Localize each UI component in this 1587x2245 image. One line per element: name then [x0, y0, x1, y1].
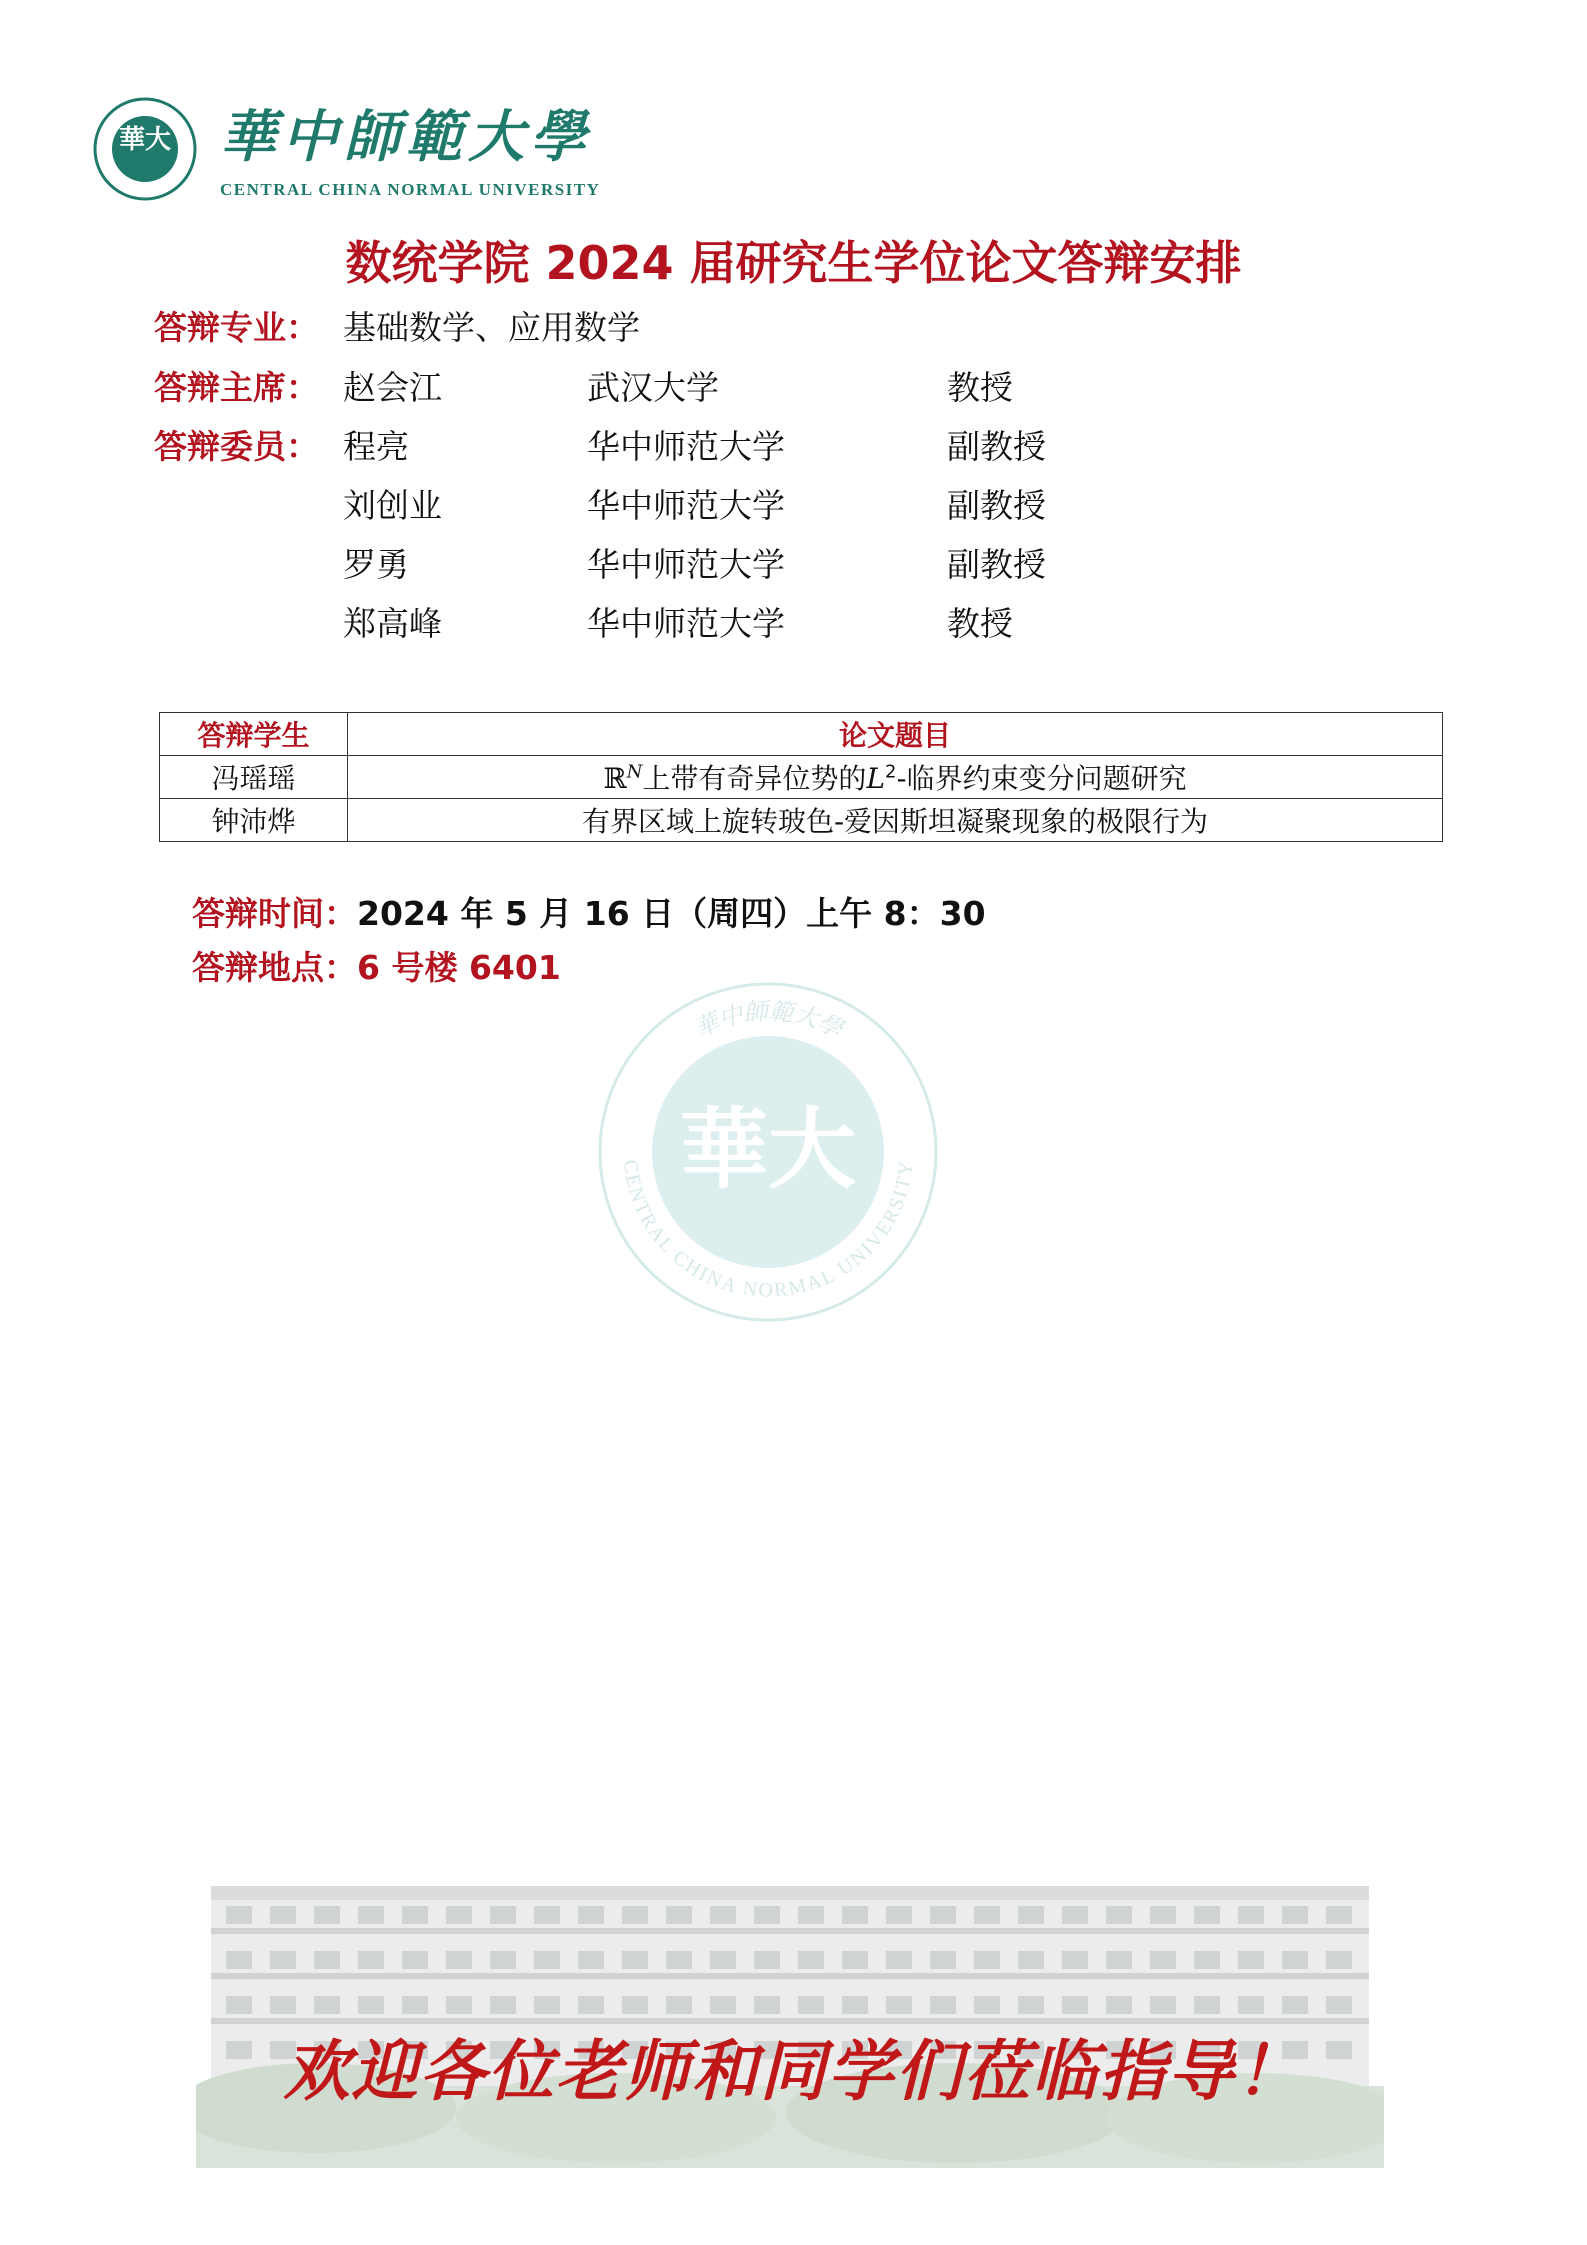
student-name: 钟沛烨	[160, 799, 348, 842]
thesis-title-text: -临界约束变分问题研究	[896, 762, 1187, 795]
time-label: 答辩时间：	[192, 894, 357, 933]
banner-window	[1326, 1951, 1352, 1969]
thesis-title	[348, 756, 1443, 799]
banner-window	[622, 1951, 648, 1969]
defense-place	[192, 946, 561, 990]
banner-window	[930, 1906, 956, 1924]
banner-window	[578, 1951, 604, 1969]
seal-text-cn: 華中師範大學	[690, 997, 847, 1044]
banner-window	[754, 1951, 780, 1969]
specialty-value: 基础数学、应用数学	[343, 308, 640, 347]
banner-window	[490, 1996, 516, 2014]
banner-window	[886, 1906, 912, 1924]
banner-window	[1150, 1996, 1176, 2014]
banner-window	[886, 1951, 912, 1969]
math-superscript: 2	[885, 761, 897, 783]
committee-member-name: 郑高峰	[343, 604, 442, 643]
banner-window	[446, 1906, 472, 1924]
banner-window	[1150, 1951, 1176, 1969]
banner-window	[578, 1996, 604, 2014]
banner-window	[1018, 1951, 1044, 1969]
banner-window	[402, 1951, 428, 1969]
committee-member-name: 程亮	[343, 427, 409, 466]
banner-window	[1106, 1951, 1132, 1969]
committee-member-affiliation: 华中师范大学	[587, 545, 785, 584]
banner-window	[710, 1951, 736, 1969]
banner-window	[974, 1906, 1000, 1924]
banner-window	[534, 1906, 560, 1924]
defense-time	[192, 892, 986, 936]
banner-window	[930, 1996, 956, 2014]
banner-window	[314, 1996, 340, 2014]
banner-window	[402, 1906, 428, 1924]
committee-member-name: 刘创业	[343, 486, 442, 525]
committee-member-title: 副教授	[947, 427, 1046, 466]
math-symbol: L	[866, 762, 886, 795]
banner-window	[446, 1996, 472, 2014]
banner-window	[1062, 1996, 1088, 2014]
banner-window	[798, 1906, 824, 1924]
place-value: 6 号楼 6401	[357, 948, 561, 987]
banner-window	[578, 1906, 604, 1924]
committee-member-affiliation: 华中师范大学	[587, 604, 785, 643]
banner-window	[1194, 1996, 1220, 2014]
banner-window	[1238, 1996, 1264, 2014]
math-superscript: N	[626, 761, 643, 783]
table-header-row	[160, 713, 1443, 756]
banner-window	[534, 1996, 560, 2014]
thesis-title: 有界区域上旋转玻色-爱因斯坦凝聚现象的极限行为	[348, 799, 1443, 842]
seal-text-en: CENTRAL CHINA NORMAL UNIVERSITY	[619, 1158, 918, 1302]
banner-window	[754, 1906, 780, 1924]
banner-window	[710, 1906, 736, 1924]
banner-window	[622, 1996, 648, 2014]
banner-window	[1282, 1906, 1308, 1924]
committee-member-name: 罗勇	[343, 545, 409, 584]
banner-window	[1106, 1906, 1132, 1924]
committee-member-title: 副教授	[947, 545, 1046, 584]
banner-window	[314, 1906, 340, 1924]
thesis-title-text: 上带有奇异位势的	[642, 762, 867, 795]
banner-window	[314, 1951, 340, 1969]
logo-seal-text: 華大	[118, 125, 172, 155]
banner-window	[358, 1951, 384, 1969]
banner-window	[270, 1951, 296, 1969]
banner-window	[358, 1906, 384, 1924]
banner-window	[534, 1951, 560, 1969]
banner-window	[710, 1996, 736, 2014]
banner-window	[490, 1951, 516, 1969]
banner-window	[754, 1996, 780, 2014]
banner-window	[1194, 1951, 1220, 1969]
banner-window	[842, 1906, 868, 1924]
banner-window	[798, 1996, 824, 2014]
banner-window	[1150, 1906, 1176, 1924]
header-thesis-title: 论文题目	[348, 713, 1443, 756]
committee-label: 答辩委员：	[154, 427, 319, 466]
chair-name: 赵会江	[343, 368, 442, 407]
banner-window	[270, 1906, 296, 1924]
header-student: 答辩学生	[160, 713, 348, 756]
chair-title: 教授	[947, 368, 1013, 407]
banner-window	[974, 1951, 1000, 1969]
committee-member-affiliation: 华中师范大学	[587, 427, 785, 466]
university-logo-icon	[92, 96, 198, 202]
banner-window	[974, 1996, 1000, 2014]
banner-window	[666, 1996, 692, 2014]
banner-window	[1238, 1951, 1264, 1969]
banner-window	[226, 1996, 252, 2014]
banner-window	[886, 1996, 912, 2014]
banner-window	[490, 1906, 516, 1924]
banner-window	[1282, 1951, 1308, 1969]
banner-window	[446, 1951, 472, 1969]
banner-window	[1282, 1996, 1308, 2014]
banner-window	[842, 1996, 868, 2014]
banner-window	[1062, 1906, 1088, 1924]
table-row	[160, 799, 1443, 842]
banner-window	[270, 1996, 296, 2014]
banner-window	[1326, 1996, 1352, 2014]
committee-member-affiliation: 华中师范大学	[587, 486, 785, 525]
banner-window	[842, 1951, 868, 1969]
seal-center-text: 華大	[679, 1098, 857, 1201]
banner-window	[1062, 1951, 1088, 1969]
banner-window	[1238, 1906, 1264, 1924]
committee-member-title: 副教授	[947, 486, 1046, 525]
table-row	[160, 756, 1443, 799]
banner-window	[358, 1996, 384, 2014]
banner-window	[226, 1951, 252, 1969]
banner-window	[930, 1951, 956, 1969]
university-name-en: CENTRAL CHINA NORMAL UNIVERSITY	[220, 180, 601, 199]
banner-window	[622, 1906, 648, 1924]
banner-window	[1018, 1906, 1044, 1924]
banner-window	[798, 1951, 824, 1969]
math-symbol: ℝ	[603, 762, 627, 795]
banner-window	[666, 1951, 692, 1969]
banner-window	[666, 1906, 692, 1924]
watermark-seal-icon	[596, 980, 941, 1325]
banner-window	[1018, 1996, 1044, 2014]
time-value: 2024 年 5 月 16 日（周四）上午 8：30	[357, 894, 986, 933]
banner-window	[402, 1996, 428, 2014]
page-title: 数统学院 2024 届研究生学位论文答辩安排	[345, 236, 1242, 290]
committee-member-title: 教授	[947, 604, 1013, 643]
chair-affiliation: 武汉大学	[587, 368, 719, 407]
banner-window	[1326, 1906, 1352, 1924]
place-label: 答辩地点：	[192, 948, 357, 987]
specialty-label: 答辩专业：	[154, 308, 319, 347]
banner-window	[1106, 1996, 1132, 2014]
student-name: 冯瑶瑶	[160, 756, 348, 799]
banner-window	[1194, 1906, 1220, 1924]
welcome-banner-text: 欢迎各位老师和同学们莅临指导！	[283, 2033, 1304, 2110]
chair-label: 答辩主席：	[154, 368, 319, 407]
banner-window	[226, 1906, 252, 1924]
thesis-table	[159, 712, 1443, 842]
university-name-cn: 華中師範大學	[220, 104, 592, 170]
